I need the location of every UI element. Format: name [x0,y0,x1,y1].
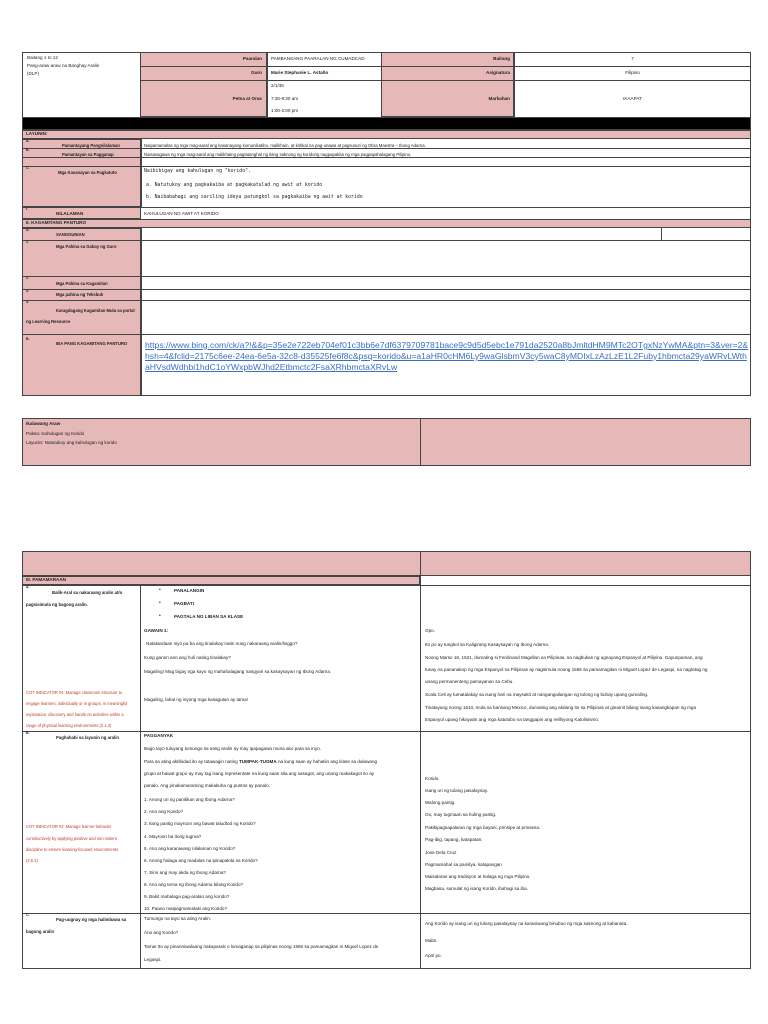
header-left-line-3: (DLP) [27,71,39,76]
answer-a-5: unang permanenteng pamayanan sa Cebu. [425,679,514,684]
pagganyak-title: PAGGANYAK [144,733,174,738]
nilalaman-value: KAHULUGAN NG AWIT AT KORIDO [144,211,219,216]
pagganyak-intro-2: Para sa ating aktibidad ito ay tatawagin nating TUMPAK-TUGMA na kung saan ay hahatiin ang klase sa dalawang [144,759,378,764]
answer-b-7: Jose Dela Cruz [425,850,457,855]
bullet-1: • [159,587,161,593]
answer-b-10: Magbasa, sumulat ng isang Korido, ibahagi sa iba. [425,886,528,891]
question-6: 6. Anong halaga ang madalas na ipinapakita sa Korido? [144,858,258,863]
bullet-3: • [159,613,161,619]
answer-a-8: Espanyol upang hikayatin ang mga katutubo na tanggapin ang relihiyong Katolisismo. [425,717,600,722]
paaralan-value: PAMBANSANG PAARALAN NG CUMADCAD [271,56,365,61]
pamamaraan-title: III. PAMAMARAAN [26,577,66,582]
answer-b-4: Oo, may tugmaan sa huling pantig. [425,812,497,817]
question-4: 4. Mayroon ba itong tugma? [144,834,202,839]
gabay-ng-guro-label: Mga Pahina sa Gabay ng Guro [56,244,117,249]
cot-indicator-2-line-2: constructively by applying positive and non-violent [26,836,117,841]
asignatura-label: Asignatura [486,70,510,75]
guro-value: Marie Stephanie L. Astaño [271,70,329,75]
answer-a-6: Scala Celi ay tumatalakay sa isang hari na maysakit at nangangailangan ng tulong ng buhay upang gumaling. [425,692,649,697]
answer-b-9: Maisalaran ang tradisyon at halaga ng mga Pilipino. [425,874,531,879]
pamantayan-sa-pagganap-label: Pamantayan sa Pagganap [62,152,114,157]
kasanayan-line-1: Naibibigay ang kahulugan ng "korido". [144,169,251,174]
petsa-line-2: 7:30-8:30 am [271,96,299,101]
answer-a-4: tunay na pananakop ng mga Espanyol sa Pilipinas ay nagsimula noong 1565 sa pamamagitan ni Miguel Lopez de Legaspi, na nagtatag ng [425,667,708,672]
petsa-label: Petsa at Oras [232,96,262,101]
question-1: 1. Anong uri ng panitikan ang Ibong Adarna? [144,797,235,802]
answer-b-2: Isang uri ng tulang pasalaysay. [425,788,488,793]
uugnay-line-3: Tama! Ito ay pinanniwalaang nakapasok o lumaganap sa pilipinas noong 1565 sa pamamagitan ni Miguel Lopez de [144,944,379,949]
resource-link[interactable]: https://www.bing.com/ck/a?!&&p=35e2e722eb704ef01c3bb6e7df6379709781bace9c9d5d5ebc1e791da2520a8bJmltdHM9MTc2OTgxNzYwMA&ptn=3&ver=2&hsh=4&fclid=2175c6ee-24ea-6e5a-32c8-d35525fe6f8c&psq=korido&u=a1aHR0cHM6Ly9waGlsbmV3cy5waC8yMDIxLzAzLzE1L2Fuby1hbmcta29yaWRvLWthaHVsdWdhbi1hdC1oYWxpbWJhd2Etbmctc2FsaXRhbmctaXRvLw [145,340,749,372]
asignatura-value: Filipino [625,70,640,75]
question-3: 3. Ilang pantig mayroon ang bawat taludtod ng Korido? [144,821,256,826]
question-5: 5. Ano ang karaniwang nilalaman ng Korido? [144,846,236,851]
cot-indicator-4-line-2: engage learners, individually or in groups, in meaningful [26,701,128,706]
pahina-ng-teksbuk-label: Mga pahina ng Teksbuk [56,292,104,297]
balik-aral-label-1: Balik-Aral sa nakaraang aralin at/o [52,590,123,595]
answer-a-1: Opo. [425,628,435,633]
cot-indicator-4-line-3: exploration, discovery and hands-on activities within a [26,712,124,717]
kasanayan-sa-pagkatuto-label: Mga Kasanayan sa Pagkatuto [58,170,117,175]
pag-uugnay-label-1: Pag-uugnay ng mga halimbawa sa [56,917,127,922]
pamantayang-pangnilalaman-value: Naipamamalas ng mga mag-aaral ang kasanayang komunikatibo, malikhain, at kritikal na pag-unawa at pagsusuri ng Obra Maestra – Ibong Adarna. [144,143,426,148]
header-left-line-1: Baitang 1 to 12 [27,55,58,60]
cot-indicator-4-line-1: COT INDICATOR #4: Manage classroom structure to [26,690,123,695]
pamantayan-sa-pagganap-value: Naisasagawa ng mga mag-aaral ang malikhaing pagtatanghal ng ilang saknong ng koridong nagpapakita ng mga pagpapahalagang Pilipino. [144,152,412,157]
answer-c-1: Ang Korido ay isang uri ng tulang pasalaysay na karaniwang binubuo ng mga saknong at kabanata. [425,921,628,926]
pagbati: PAGBATI [174,601,194,606]
pamantayang-pangnilalaman-label: Pamantayang Pangnilalaman [62,143,120,148]
gawain-1-title: GAWAIN 1: [144,628,168,633]
answer-c-2: Mabs. [425,938,438,943]
summary-line-3: Layunin: Natutukoy ang kahulugan ng korido [26,440,117,445]
summary-line-2: Paksa: Kahulugan ng Korido [26,431,85,436]
pagtala-ng-liban: PAGTALA NG LIBAN SA KLASE [174,614,244,619]
iba-pang-kagamitan-label: IBA PANG KAGAMITANG PANTURO [56,341,128,346]
answer-b-8: Pagmamahal sa pamilya, katapangan [425,862,502,867]
guro-label: Guro [251,70,262,75]
uugnay-line-4: Legaspi. [144,957,162,962]
answer-b-6: Pag-ibig, tapang, katapatan. [425,837,483,842]
layunin-title: LAYUNIN: [26,131,48,136]
question-9: 9. Bakit mahalaga pag-aralan ang korido? [144,894,230,899]
pag-uugnay-label-2: bagong aralin [26,929,55,934]
tumpak-tugma: TUMPAK-TUGMA [239,759,277,764]
question-10: 10. Paano maipagmamalaki ang Korido? [144,906,227,911]
baitang-value: 7 [631,56,634,61]
answer-c-3: Apol po. [425,953,442,958]
gawain-line-2: Kung ganon ano ang huli nating tinalakay? [144,655,231,660]
header-left-line-2: Pang-araw-araw na Banghay Aralin [27,63,100,68]
question-7: 7. Sino ang may akda ng Ibong Adarna? [144,870,226,875]
gawain-line-1: Natatandaan niyo pa ba ang tinalakay natin nung nakaraang aralin/linggo? [146,641,298,646]
cot-indicator-2-line-1: COT INDICATOR #2: Manage learner behavior [26,824,112,829]
paghahabi-label: Paghahabi sa layunin ng aralin [56,735,120,740]
summary-line-1: Ikalawang Araw [26,421,61,426]
cot-indicator-4-line-4: range of physical learning environments (2.1.2) [26,723,112,728]
answer-b-1: Korido. [425,776,440,781]
cot-indicator-2-line-4: (2.6.2) [26,858,38,863]
panalangin: PANALANGIN [174,588,205,593]
bullet-2: • [159,600,161,606]
question-8: 8. Ano ang tema ng Ibong Adarna bilang Korido? [144,882,244,887]
kasanayan-line-3: b. Naibabahagi ang sariling ideya patungkol sa pagkakaiba ng awit at korido [146,195,363,200]
answer-b-5: Pakikipagsapalaran ng mga bayani, prinsipe at prinsesa. [425,825,541,830]
question-2: 2. Ano ang Korido? [144,809,184,814]
pagganyak-intro-3: grupo at bawat grupo ay may tag isang representate na kung saan sila ang sasagot, ang unang makakagot ito ay [144,771,375,776]
balik-aral-label-2: pagsisimula ng bagong aralin. [26,602,88,607]
answer-a-3: Noong Marso 16, 1521, dumating si Ferdinand Magellan sa Pilipinas, na nagbukas ng ugnayang Espanyol at Pilipino. Gayunpaman, ang [425,655,703,660]
uugnay-line-1: Tumungo na tayo sa ating Aralin. [144,916,211,921]
gawain-line-4: Magaling, lahat ng inyong mga kasagutan ay tama! [144,697,248,702]
petsa-line-1: 2/1/36 [271,83,284,88]
uugnay-line-2: Ano ang Korido? [144,930,179,935]
petsa-line-3: 1:00-2:00 pm [271,108,299,113]
pagganyak-intro-4: panalo. Ang pinakamaraming makakuha ng puntos ay panalo. [144,783,270,788]
markahan-value: IKAAPAT [623,96,642,101]
baitang-label: Baitang [493,56,510,61]
karagdagang-kagamitan-label: Karagdagang Kagamitan Mula sa portal ng Learning Resource [26,308,135,324]
kagamitan-title: II. KAGAMITANG PANTURO [26,220,87,225]
cot-indicator-2-line-3: discipline to ensure learning-focused environments [26,847,119,852]
pagganyak-intro-1: Bago tayo tuluyang tumungo sa ating aralin ay may ipapagawa muna ako para sa inyo. [144,746,321,751]
separator-bar [22,117,751,130]
answer-b-3: Walong pantig. [425,800,456,805]
markahan-label: Markahan [488,96,510,101]
sanggunian-label: SANGGUNIAN [56,232,85,237]
paaralan-label: Paaralan [242,56,262,61]
answer-a-7: Tinatayang noong 1610, mula sa bansang Mexico, dumating ang akdang ito sa Pilipinas at ginamit bilang isang kasangkapan ng mga [425,705,697,710]
nilalaman-label: NILALAMAN [56,211,84,216]
pahina-sa-kagamitan-label: Mga Pahina sa Kagamitan [56,281,108,286]
answer-a-2: Ito po ay tungkol sa Kaligirang Kasaysayan ng Ibong Adarna. [425,642,550,647]
gawain-line-3: Magaling! Mag bigay nga kayo ng mahahalagang nangyari sa kasaysayan ng Ibong Adarna. [144,669,332,674]
kasanayan-line-2: a. Natutukoy ang pagkakaiba at pagkakatulad ng awit at korido [146,183,323,188]
